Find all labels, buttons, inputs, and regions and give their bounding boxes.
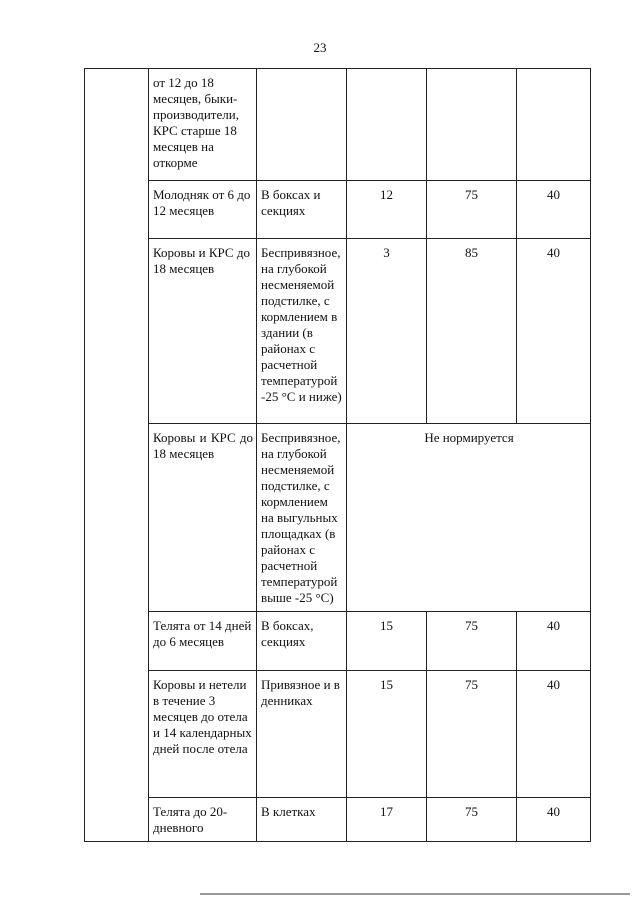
value-cell-2: 75 (427, 181, 517, 239)
value-cell-3: 40 (517, 612, 591, 671)
not-regulated-cell: Не нормируется (347, 424, 591, 612)
value-cell-1: 12 (347, 181, 427, 239)
housing-cell (257, 69, 347, 181)
table-row (85, 798, 591, 842)
category-cell: от 12 до 18 месяцев, быки-производители, КРС старше 18 месяцев на откорме (149, 69, 257, 181)
table-row (85, 181, 591, 239)
value-cell-1: 3 (347, 239, 427, 424)
page-number: 23 (313, 40, 327, 55)
category-cell: Молодняк от 6 до 12 месяцев (149, 181, 257, 239)
housing-cell: Привязное и в денниках (257, 671, 347, 798)
category-cell: Коровы и нетели в течение 3 месяцев до отела и 14 календарных дней после отела (149, 671, 257, 798)
value-cell-2: 75 (427, 798, 517, 842)
value-cell-2 (427, 69, 517, 181)
category-cell: Телята от 14 дней до 6 месяцев (149, 612, 257, 671)
table-row (85, 612, 591, 671)
table-row (85, 671, 591, 798)
value-cell-3 (517, 69, 591, 181)
norms-table (84, 68, 591, 842)
housing-cell: В клетках (257, 798, 347, 842)
value-cell-3: 40 (517, 798, 591, 842)
value-cell-2: 75 (427, 671, 517, 798)
page-bottom-edge (200, 893, 630, 895)
value-cell-1 (347, 69, 427, 181)
value-cell-2: 85 (427, 239, 517, 424)
category-cell: Коровы и КРС до 18 месяцев (149, 239, 257, 424)
housing-cell: Беспривязное, на глубокой несменяемой подстилке, с кормлением на выгульных площадках (в районах с расчетной температурой выше -25 °С) (257, 424, 347, 612)
value-cell-3: 40 (517, 239, 591, 424)
value-cell-3: 40 (517, 181, 591, 239)
table-row (85, 239, 591, 424)
value-cell-1: 15 (347, 612, 427, 671)
housing-cell: Беспривязное, на глубокой несменяемой подстилке, с кормлением в здании (в районах с расчетной температурой -25 °С и ниже) (257, 239, 347, 424)
value-cell-1: 17 (347, 798, 427, 842)
table-row (85, 424, 591, 612)
value-cell-3: 40 (517, 671, 591, 798)
housing-cell: В боксах и секциях (257, 181, 347, 239)
value-cell-1: 15 (347, 671, 427, 798)
group-cell (85, 69, 149, 842)
table-row (85, 69, 591, 181)
category-cell: Коровы и КРС до 18 месяцев (149, 424, 257, 612)
category-cell: Телята до 20-дневного (149, 798, 257, 842)
housing-cell: В боксах, секциях (257, 612, 347, 671)
value-cell-2: 75 (427, 612, 517, 671)
